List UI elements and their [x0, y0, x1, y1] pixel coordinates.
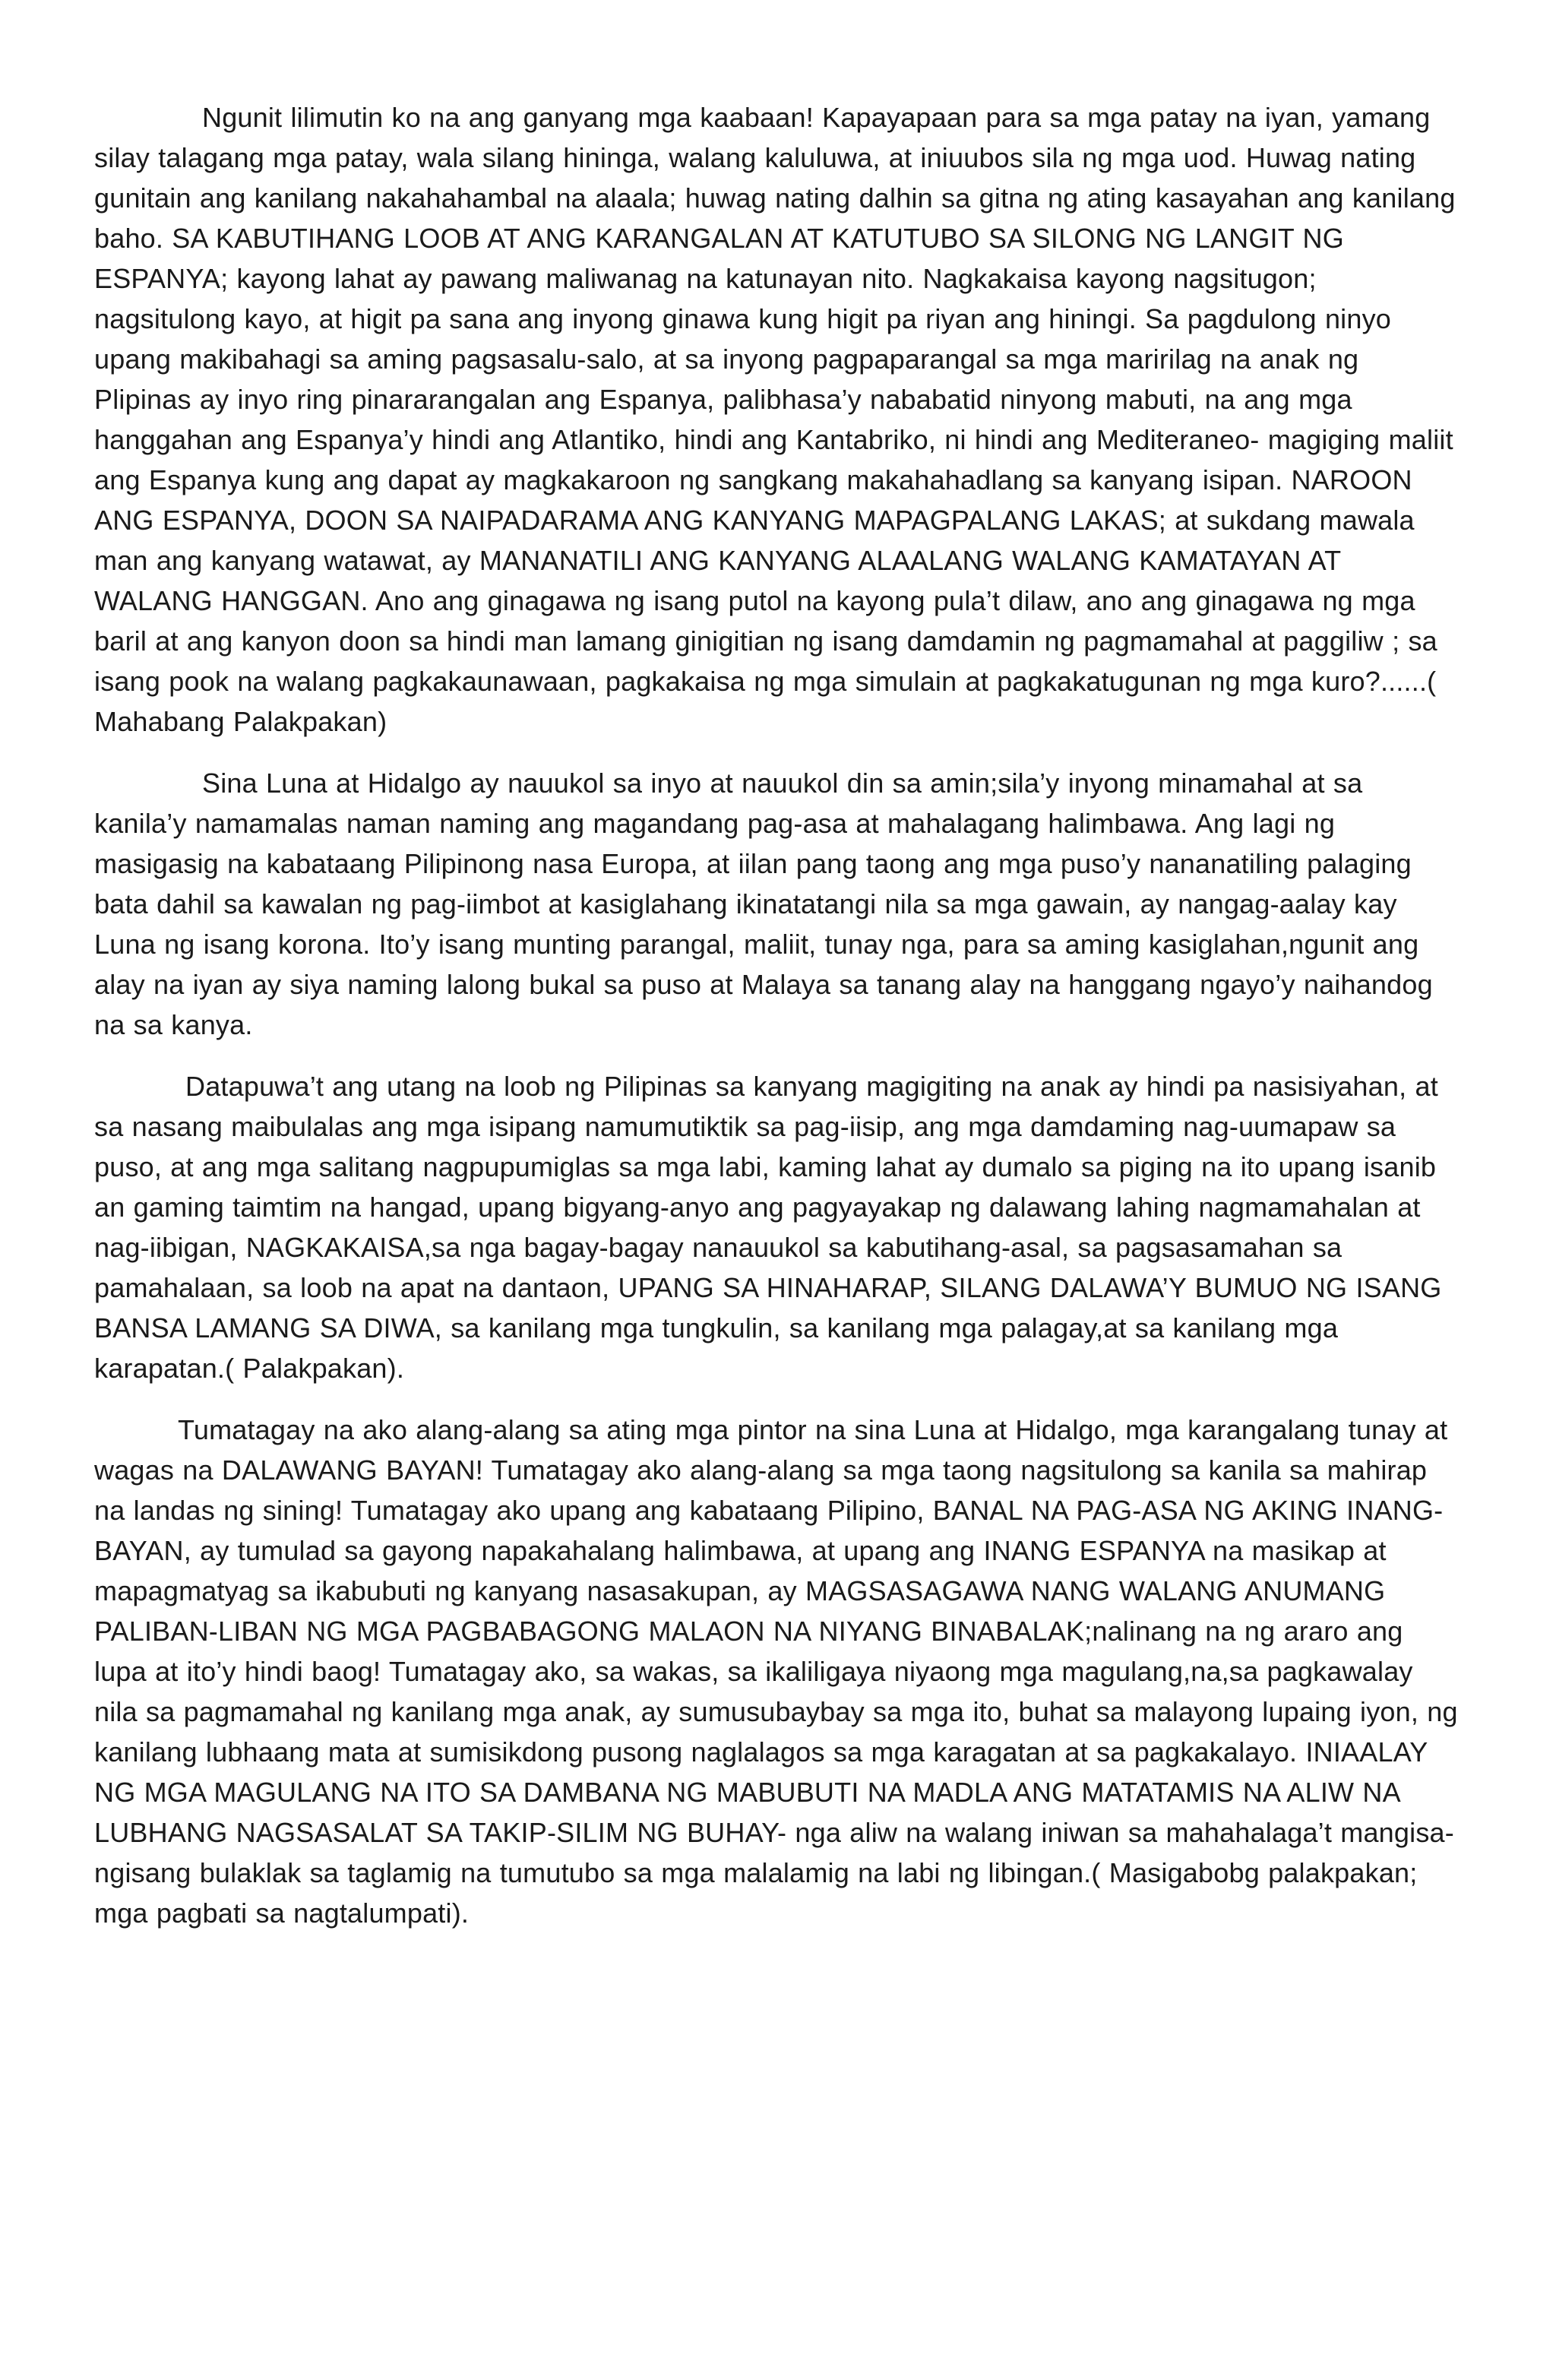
paragraph-4: Tumatagay na ako alang-alang sa ating mga pintor na sina Luna at Hidalgo, mga karangalang tunay at wagas na DALAWANG BAYAN! Tumatagay ako alang-alang sa mga taong nagsitulong sa kanila sa mahirap na landas ng sining! Tumatagay ako upang ang kabataang Pilipino, BANAL NA PAG-ASA NG AKING INANG-BAYAN, ay tumulad sa gayong napakahalang halimbawa, at upang ang INANG ESPANYA na masikap at mapagmatyag sa ikabubuti ng kanyang nasasakupan, ay MAGSASAGAWA NANG WALANG ANUMANG PALIBAN-LIBAN NG MGA PAGBABAGONG MALAON NA NIYANG BINABALAK;nalinang na ng araro ang lupa at ito’y hindi baog! Tumatagay ako, sa wakas, sa ikaliligaya niyaong mga magulang,na,sa pagkawalay nila sa pagmamahal ng kanilang mga anak, ay sumusubaybay sa mga ito, buhat sa malayong lupaing iyon, ng kanilang lubhaang mata at sumisikdong pusong naglalagos sa mga karagatan at sa pagkakalayo. INIAALAY NG MGA MAGULANG NA ITO SA DAMBANA NG MABUBUTI NA MADLA ANG MATATAMIS NA ALIW NA LUBHANG NAGSASALAT SA TAKIP-SILIM NG BUHAY- nga aliw na walang iniwan sa mahahalaga’t mangisa-ngisang bulaklak sa taglamig na tumutubo sa mga malalamig na labi ng libingan.( Masigabobg palakpakan; mga pagbati sa nagtalumpati).	[94, 1414, 1458, 1929]
paragraph-3: Datapuwa’t ang utang na loob ng Pilipinas sa kanyang magigiting na anak ay hindi pa nasisiyahan, at sa nasang maibulalas ang mga isipang namumutiktik sa pag-iisip, ang mga damdaming nag-uumapaw sa puso, at ang mga salitang nagpupumiglas sa mga labi, kaming lahat ay dumalo sa piging na ito upang isanib an gaming taimtim na hangad, upang bigyang-anyo ang pagyayakap ng dalawang lahing nagmamahalan at nag-iibigan, NAGKAKAISA,sa nga bagay-bagay nanauukol sa kabutihang-asal, sa pagsasamahan sa pamahalaan, sa loob na apat na dantaon, UPANG SA HINAHARAP, SILANG DALAWA’Y BUMUO NG ISANG BANSA LAMANG SA DIWA, sa kanilang mga tungkulin, sa kanilang mga palagay,at sa kanilang mga karapatan.( Palakpakan).	[94, 1071, 1442, 1384]
document-body	[94, 97, 1462, 1933]
paragraph-1: Ngunit lilimutin ko na ang ganyang mga kaabaan! Kapayapaan para sa mga patay na iyan, yamang silay talagang mga patay, wala silang hininga, walang kaluluwa, at iniuubos sila ng mga uod. Huwag nating gunitain ang kanilang nakahahambal na alaala; huwag nating dalhin sa gitna ng ating kasayahan ang kanilang baho. SA KABUTIHANG LOOB AT ANG KARANGALAN AT KATUTUBO SA SILONG NG LANGIT NG ESPANYA; kayong lahat ay pawang maliwanag na katunayan nito. Nagkakaisa kayong nagsitugon; nagsitulong kayo, at higit pa sana ang inyong ginawa kung higit pa riyan ang hiningi. Sa pagdulong ninyo upang makibahagi sa aming pagsasalu-salo, at sa inyong pagpaparangal sa mga maririlag na anak ng Plipinas ay inyo ring pinararangalan ang Espanya, palibhasa’y nababatid ninyong mabuti, na ang mga hanggahan ang Espanya’y hindi ang Atlantiko, hindi ang Kantabriko, ni hindi ang Mediteraneo- magiging maliit ang Espanya kung ang dapat ay magkakaroon ng sangkang makahahadlang sa kanyang isipan. NAROON ANG ESPANYA, DOON SA NAIPADARAMA ANG KANYANG MAPAGPALANG LAKAS; at sukdang mawala man ang kanyang watawat, ay MANANATILI ANG KANYANG ALAALANG WALANG KAMATAYAN AT WALANG HANGGAN. Ano ang ginagawa ng isang putol na kayong pula’t dilaw, ano ang ginagawa ng mga baril at ang kanyon doon sa hindi man lamang ginigitian ng isang damdamin ng pagmamahal at paggiliw ; sa isang pook na walang pagkakaunawaan, pagkakaisa ng mga simulain at pagkakatugunan ng mga kuro?......( Mahabang Palakpakan)	[94, 102, 1456, 737]
paragraph-2: Sina Luna at Hidalgo ay nauukol sa inyo at nauukol din sa amin;sila’y inyong minamahal at sa kanila’y namamalas naman naming ang magandang pag-asa at mahalagang halimbawa. Ang lagi ng masigasig na kabataang Pilipinong nasa Europa, at iilan pang taong ang mga puso’y nananatiling palaging bata dahil sa kawalan ng pag-iimbot at kasiglahang ikinatatangi nila sa mga gawain, ay nangag-aalay kay Luna ng isang korona. Ito’y isang munting parangal, maliit, tunay nga, para sa aming kasiglahan,ngunit ang alay na iyan ay siya naming lalong bukal sa puso at Malaya sa tanang alay na hanggang ngayo’y naihandog na sa kanya.	[94, 767, 1433, 1040]
